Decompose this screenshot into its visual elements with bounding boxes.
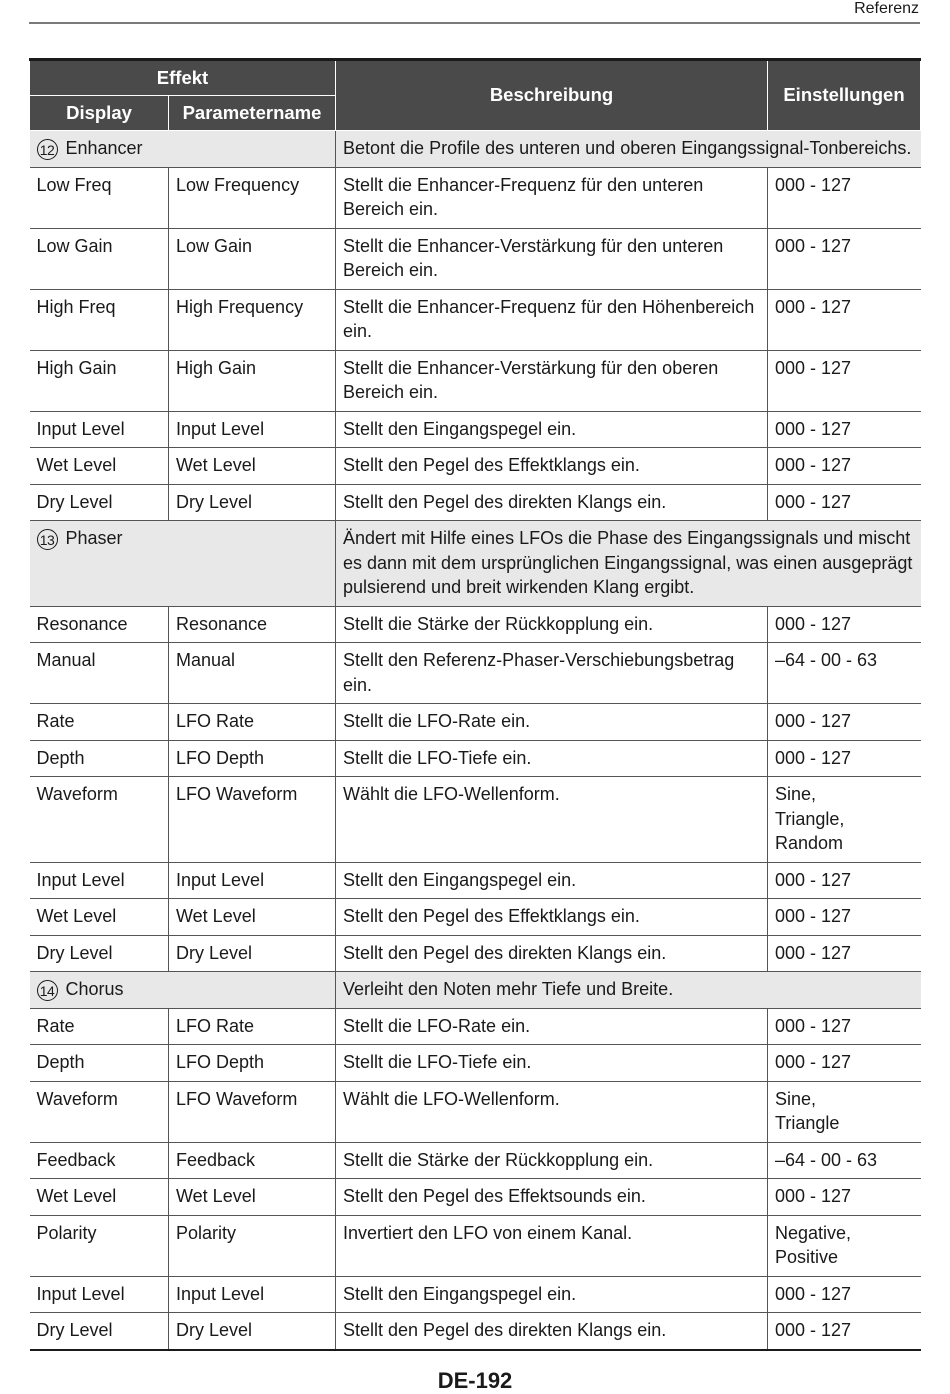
- parametername-cell: Wet Level: [169, 1179, 336, 1216]
- display-cell: Manual: [30, 643, 169, 704]
- parametername-cell: Dry Level: [169, 484, 336, 521]
- description-cell: Stellt den Eingangspegel ein.: [336, 411, 768, 448]
- table-row: [30, 167, 921, 228]
- display-cell: Input Level: [30, 1276, 169, 1313]
- display-cell: Polarity: [30, 1215, 169, 1276]
- effect-number-badge: 14: [37, 980, 58, 1001]
- description-cell: Stellt den Pegel des direkten Klangs ein.: [336, 935, 768, 972]
- parametername-cell: Low Frequency: [169, 167, 336, 228]
- display-cell: Depth: [30, 1045, 169, 1082]
- parametername-cell: Low Gain: [169, 228, 336, 289]
- settings-cell: –64 - 00 - 63: [768, 1142, 921, 1179]
- effect-number-badge: 13: [37, 529, 58, 550]
- parametername-cell: LFO Rate: [169, 1008, 336, 1045]
- table-row: [30, 935, 921, 972]
- parametername-cell: Dry Level: [169, 1313, 336, 1350]
- effect-description: Ändert mit Hilfe eines LFOs die Phase des Eingangssignals und mischt es dann mit dem ursprünglichen Eingangssignal, was einen ausgeprägt pulsierend und breit wirkenden Klang ergibt.: [336, 521, 921, 607]
- parametername-cell: Wet Level: [169, 899, 336, 936]
- description-cell: Stellt den Pegel des Effektklangs ein.: [336, 899, 768, 936]
- description-cell: Invertiert den LFO von einem Kanal.: [336, 1215, 768, 1276]
- table-row: [30, 448, 921, 485]
- display-cell: Waveform: [30, 777, 169, 863]
- description-cell: Stellt die Stärke der Rückkopplung ein.: [336, 1142, 768, 1179]
- description-cell: Stellt den Eingangspegel ein.: [336, 1276, 768, 1313]
- display-cell: Depth: [30, 740, 169, 777]
- settings-cell: Negative, Positive: [768, 1215, 921, 1276]
- parametername-cell: High Frequency: [169, 289, 336, 350]
- table-row: [30, 643, 921, 704]
- display-cell: Wet Level: [30, 1179, 169, 1216]
- description-cell: Wählt die LFO-Wellenform.: [336, 1081, 768, 1142]
- settings-cell: 000 - 127: [768, 1008, 921, 1045]
- settings-cell: 000 - 127: [768, 704, 921, 741]
- effect-group-row: [30, 521, 921, 607]
- table-row: [30, 1008, 921, 1045]
- effect-name: Phaser: [65, 528, 123, 548]
- description-cell: Stellt den Referenz-Phaser-Verschiebungsbetrag ein.: [336, 643, 768, 704]
- effect-name-cell: [30, 131, 336, 168]
- display-cell: Input Level: [30, 411, 169, 448]
- settings-cell: 000 - 127: [768, 228, 921, 289]
- parametername-cell: LFO Depth: [169, 740, 336, 777]
- table-row: [30, 411, 921, 448]
- description-cell: Stellt den Pegel des Effektklangs ein.: [336, 448, 768, 485]
- description-cell: Stellt den Pegel des Effektsounds ein.: [336, 1179, 768, 1216]
- header-effekt: Effekt: [30, 60, 336, 96]
- table-row: [30, 1179, 921, 1216]
- parametername-cell: LFO Waveform: [169, 777, 336, 863]
- effect-description: Verleiht den Noten mehr Tiefe und Breite.: [336, 972, 921, 1009]
- settings-cell: 000 - 127: [768, 1179, 921, 1216]
- table-row: [30, 777, 921, 863]
- table-row: [30, 1081, 921, 1142]
- display-cell: High Freq: [30, 289, 169, 350]
- settings-cell: 000 - 127: [768, 411, 921, 448]
- settings-cell: 000 - 127: [768, 740, 921, 777]
- settings-cell: 000 - 127: [768, 1045, 921, 1082]
- settings-cell: 000 - 127: [768, 862, 921, 899]
- table-row: [30, 740, 921, 777]
- table-row: [30, 228, 921, 289]
- effect-name-cell: [30, 972, 336, 1009]
- parametername-cell: Input Level: [169, 1276, 336, 1313]
- display-cell: Resonance: [30, 606, 169, 643]
- display-cell: Input Level: [30, 862, 169, 899]
- effect-group-row: [30, 972, 921, 1009]
- description-cell: Stellt die Enhancer-Verstärkung für den oberen Bereich ein.: [336, 350, 768, 411]
- settings-cell: 000 - 127: [768, 899, 921, 936]
- description-cell: Stellt den Pegel des direkten Klangs ein.: [336, 1313, 768, 1350]
- page-number: DE-192: [437, 1368, 513, 1393]
- parametername-cell: High Gain: [169, 350, 336, 411]
- parametername-cell: Dry Level: [169, 935, 336, 972]
- table-row: [30, 862, 921, 899]
- parametername-cell: Manual: [169, 643, 336, 704]
- table-row: [30, 1215, 921, 1276]
- settings-cell: Sine, Triangle, Random: [768, 777, 921, 863]
- effect-parameter-table: [29, 58, 921, 1351]
- settings-cell: 000 - 127: [768, 448, 921, 485]
- parametername-cell: Polarity: [169, 1215, 336, 1276]
- parametername-cell: LFO Rate: [169, 704, 336, 741]
- description-cell: Stellt die Stärke der Rückkopplung ein.: [336, 606, 768, 643]
- settings-cell: 000 - 127: [768, 1313, 921, 1350]
- description-cell: Stellt die LFO-Rate ein.: [336, 1008, 768, 1045]
- table-row: [30, 350, 921, 411]
- header-beschreibung: Beschreibung: [336, 60, 768, 131]
- display-cell: Feedback: [30, 1142, 169, 1179]
- table-body: [30, 131, 921, 1350]
- settings-cell: 000 - 127: [768, 935, 921, 972]
- effect-name-cell: [30, 521, 336, 607]
- display-cell: Dry Level: [30, 1313, 169, 1350]
- parametername-cell: Wet Level: [169, 448, 336, 485]
- effect-name: Enhancer: [65, 138, 143, 158]
- table-row: [30, 1276, 921, 1313]
- display-cell: Low Gain: [30, 228, 169, 289]
- description-cell: Stellt den Eingangspegel ein.: [336, 862, 768, 899]
- display-cell: Rate: [30, 704, 169, 741]
- effect-number-badge: 12: [37, 139, 58, 160]
- parametername-cell: Input Level: [169, 862, 336, 899]
- description-cell: Stellt die Enhancer-Frequenz für den unteren Bereich ein.: [336, 167, 768, 228]
- effect-group-row: [30, 131, 921, 168]
- header-parametername: Parametername: [169, 96, 336, 131]
- table-row: [30, 1313, 921, 1350]
- table-row: [30, 606, 921, 643]
- section-title: Referenz: [854, 0, 919, 17]
- parametername-cell: Resonance: [169, 606, 336, 643]
- display-cell: Wet Level: [30, 899, 169, 936]
- effect-description: Betont die Profile des unteren und oberen Eingangssignal-Tonbereichs.: [336, 131, 921, 168]
- display-cell: Dry Level: [30, 935, 169, 972]
- description-cell: Stellt die LFO-Tiefe ein.: [336, 1045, 768, 1082]
- description-cell: Stellt die Enhancer-Frequenz für den Höhenbereich ein.: [336, 289, 768, 350]
- description-cell: Stellt die LFO-Tiefe ein.: [336, 740, 768, 777]
- settings-cell: Sine, Triangle: [768, 1081, 921, 1142]
- display-cell: Rate: [30, 1008, 169, 1045]
- display-cell: Wet Level: [30, 448, 169, 485]
- table-row: [30, 1045, 921, 1082]
- description-cell: Wählt die LFO-Wellenform.: [336, 777, 768, 863]
- settings-cell: –64 - 00 - 63: [768, 643, 921, 704]
- parametername-cell: Feedback: [169, 1142, 336, 1179]
- settings-cell: 000 - 127: [768, 1276, 921, 1313]
- display-cell: High Gain: [30, 350, 169, 411]
- table-row: [30, 1142, 921, 1179]
- settings-cell: 000 - 127: [768, 289, 921, 350]
- description-cell: Stellt den Pegel des direkten Klangs ein.: [336, 484, 768, 521]
- header-einstellungen: Einstellungen: [768, 60, 921, 131]
- settings-cell: 000 - 127: [768, 606, 921, 643]
- display-cell: Waveform: [30, 1081, 169, 1142]
- effect-name: Chorus: [65, 979, 124, 999]
- header-rule: [29, 22, 920, 24]
- parametername-cell: LFO Depth: [169, 1045, 336, 1082]
- header-display: Display: [30, 96, 169, 131]
- description-cell: Stellt die Enhancer-Verstärkung für den unteren Bereich ein.: [336, 228, 768, 289]
- table-row: [30, 484, 921, 521]
- settings-cell: 000 - 127: [768, 350, 921, 411]
- display-cell: Dry Level: [30, 484, 169, 521]
- parametername-cell: Input Level: [169, 411, 336, 448]
- parametername-cell: LFO Waveform: [169, 1081, 336, 1142]
- description-cell: Stellt die LFO-Rate ein.: [336, 704, 768, 741]
- table-row: [30, 899, 921, 936]
- table-row: [30, 289, 921, 350]
- display-cell: Low Freq: [30, 167, 169, 228]
- settings-cell: 000 - 127: [768, 484, 921, 521]
- settings-cell: 000 - 127: [768, 167, 921, 228]
- table-row: [30, 704, 921, 741]
